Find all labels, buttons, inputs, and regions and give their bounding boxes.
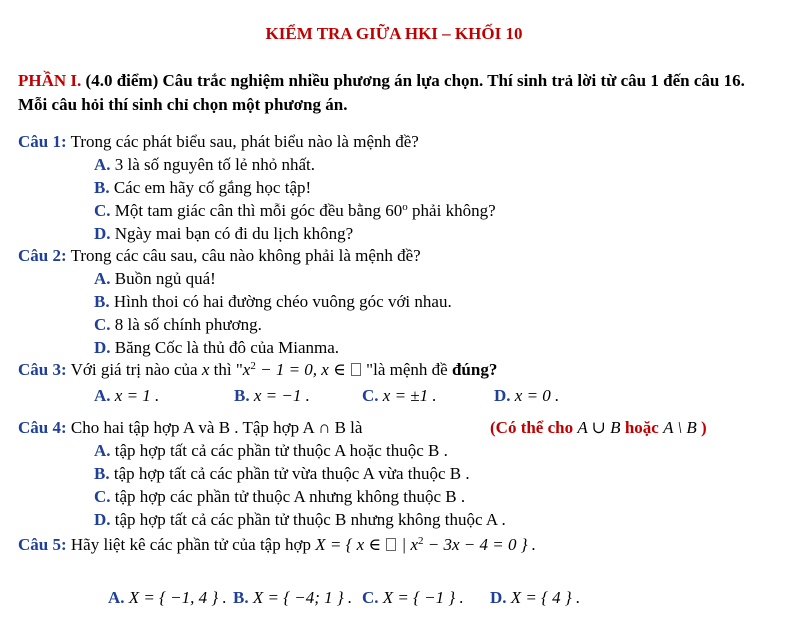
question-1 [18, 132, 419, 152]
option-key: B. [94, 178, 110, 197]
option-text: x = 1 . [114, 386, 160, 405]
question-2-label: Câu 2: [18, 246, 67, 265]
question-1-option-c [94, 201, 496, 221]
part-1-text: (4.0 điểm) Câu trắc nghiệm nhiều phương án lựa chọn. Thí sinh trả lời từ câu 1 đến câu 16. Mỗi câu hỏi thí sinh chỉ chọn một phương án. [18, 71, 745, 114]
option-key: A. [94, 269, 111, 288]
question-3-options [94, 386, 774, 408]
question-1-text: Trong các phát biểu sau, phát biểu nào là mệnh đề? [66, 132, 419, 151]
question-3-option-a [94, 386, 159, 406]
set-definition-pre: X = { x ∈ [315, 535, 386, 554]
note-pre: (Có thể cho [490, 418, 578, 437]
question-1-option-a [94, 155, 315, 175]
question-4 [18, 418, 362, 438]
option-key: A. [108, 588, 125, 607]
question-3-option-c [362, 386, 437, 406]
option-key: B. [233, 588, 249, 607]
option-key: D. [94, 338, 111, 357]
option-key: B. [94, 292, 110, 311]
option-text: X = { −1 } . [378, 588, 464, 607]
option-key: D. [494, 386, 511, 405]
option-text: tập hợp các phần tử thuộc A nhưng không thuộc B . [110, 487, 466, 506]
set-exponent: 2 [417, 535, 424, 547]
option-key: C. [94, 201, 111, 220]
degree-sup: o [402, 201, 408, 213]
question-3-text: Với giá trị nào của [66, 360, 202, 379]
question-3 [18, 360, 497, 380]
question-3-option-d [494, 386, 559, 406]
question-1-label: Câu 1: [18, 132, 67, 151]
question-5-option-d [490, 588, 580, 608]
question-4-option-d [94, 510, 506, 530]
question-5-option-c [362, 588, 464, 608]
option-text: tập hợp tất cả các phần tử thuộc A hoặc thuộc B . [110, 441, 448, 460]
question-4-option-a [94, 441, 448, 461]
option-text: Hình thoi có hai đường chéo vuông góc với nhau. [109, 292, 452, 311]
question-5 [18, 535, 536, 555]
option-text: tập hợp tất cả các phần tử vừa thuộc A vừa thuộc B . [109, 464, 470, 483]
option-key: B. [234, 386, 250, 405]
question-2-option-a [94, 269, 216, 289]
question-2 [18, 246, 421, 266]
option-text: 3 là số nguyên tố lẻ nhỏ nhất. [110, 155, 315, 174]
option-key: C. [94, 315, 111, 334]
part-1-label: PHẦN I. [18, 71, 82, 90]
question-4-label: Câu 4: [18, 418, 67, 437]
question-5-option-a [108, 588, 227, 608]
option-key: A. [94, 441, 111, 460]
option-text: x = −1 . [253, 386, 310, 405]
note-difference: A \ B [663, 418, 697, 437]
question-4-note [490, 418, 707, 438]
option-key: D. [94, 510, 111, 529]
option-text: Băng Cốc là thủ đô của Mianma. [110, 338, 340, 357]
set-definition-post: − 3x − 4 = 0 } . [423, 535, 536, 554]
option-text: 8 là số chính phương. [110, 315, 262, 334]
question-2-option-d [94, 338, 339, 358]
note-union: A ∪ B [577, 418, 621, 437]
expression-exponent: 2 [250, 360, 256, 372]
variable-x: x [201, 360, 210, 379]
question-5-text: Hãy liệt kê các phần tử của tập hợp [66, 535, 316, 554]
question-5-options [108, 588, 768, 612]
real-numbers-symbol-icon [351, 363, 361, 376]
real-numbers-symbol-icon [386, 538, 396, 551]
option-key: C. [94, 487, 111, 506]
expression-rest: − 1 = 0, x ∈ [255, 360, 350, 379]
part-1-instructions [18, 69, 778, 117]
option-text: X = { −1, 4 } . [124, 588, 227, 607]
note-post: ) [696, 418, 707, 437]
option-text: x = ±1 . [382, 386, 437, 405]
option-key: A. [94, 155, 111, 174]
option-text: x = 0 . [514, 386, 560, 405]
expression-base: x [242, 360, 251, 379]
question-3-bold: đúng? [451, 360, 498, 379]
question-5-option-b [233, 588, 352, 608]
question-4-option-c [94, 487, 465, 507]
option-text-post: phải không? [407, 201, 496, 220]
question-4-option-b [94, 464, 470, 484]
question-2-option-b [94, 292, 452, 312]
question-1-option-d [94, 224, 353, 244]
option-text: Các em hãy cố gắng học tập! [109, 178, 312, 197]
option-text: Ngày mai bạn có đi du lịch không? [110, 224, 354, 243]
option-key: D. [490, 588, 507, 607]
option-text: Một tam giác cân thì mỗi góc đều bằng 60 [110, 201, 403, 220]
question-1-option-b [94, 178, 311, 198]
question-2-text: Trong các câu sau, câu nào không phải là mệnh đề? [66, 246, 421, 265]
option-text: X = { 4 } . [506, 588, 581, 607]
question-5-label: Câu 5: [18, 535, 67, 554]
option-key: D. [94, 224, 111, 243]
question-2-option-c [94, 315, 262, 335]
option-key: A. [94, 386, 111, 405]
question-3-text-post: "là mệnh đề [361, 360, 452, 379]
option-key: C. [362, 588, 379, 607]
note-mid: hoặc [620, 418, 664, 437]
question-4-text: Cho hai tập hợp A và B . Tập hợp A ∩ B là [66, 418, 363, 437]
option-text: X = { −4; 1 } . [248, 588, 353, 607]
question-3-label: Câu 3: [18, 360, 67, 379]
set-definition-mid: | x [397, 535, 418, 554]
option-key: B. [94, 464, 110, 483]
option-key: C. [362, 386, 379, 405]
question-3-option-b [234, 386, 310, 406]
option-text: Buồn ngủ quá! [110, 269, 216, 288]
exam-title: KIỂM TRA GIỮA HKI – KHỐI 10 [265, 24, 523, 43]
option-text: tập hợp tất cả các phần tử thuộc B nhưng không thuộc A . [110, 510, 506, 529]
question-3-text-mid: thì " [209, 360, 243, 379]
